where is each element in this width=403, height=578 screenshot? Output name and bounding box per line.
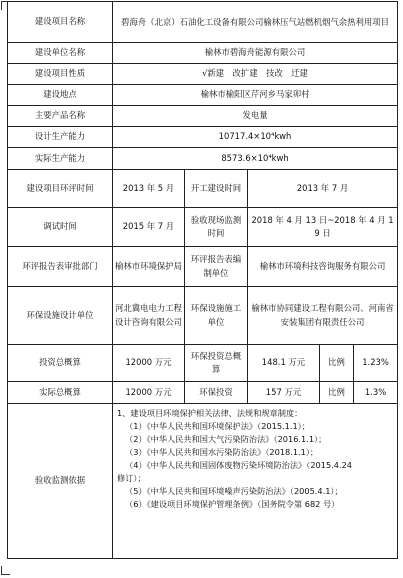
facility-design-label: 环保设施设计单位 xyxy=(8,287,113,345)
monitor-time-value: 2018 年 4 月 13 日~2018 年 4 月 19 日 xyxy=(248,208,398,247)
product-label: 主要产品名称 xyxy=(8,106,113,127)
row-location xyxy=(8,85,398,106)
project-name-label: 建设项目名称 xyxy=(8,2,113,43)
criteria-label: 验收监测依据 xyxy=(8,404,113,559)
approval-dept-value: 榆林市环境保护局 xyxy=(113,247,185,287)
env-invest-budget-label: 环保投资总概算 xyxy=(185,345,248,382)
criteria-item: （6）《建设项目环境保护管理条例》（国务院令第 682 号） xyxy=(125,499,340,509)
env-invest-budget-value: 148.1 万元 xyxy=(248,345,320,382)
facility-design-value: 河北冀电电力工程设计咨询有限公司 xyxy=(113,287,185,345)
row-eia-dept xyxy=(8,247,398,287)
unit-name-value: 榆林市碧海舟能源有限公司 xyxy=(113,43,398,64)
nature-label: 建设项目性质 xyxy=(8,64,113,85)
facility-build-value: 榆林市协同建设工程有限公司、河南省安装集团有限责任公司 xyxy=(248,287,398,345)
row-facility-design xyxy=(8,287,398,345)
row-unit-name xyxy=(8,43,398,64)
location-label: 建设地点 xyxy=(8,85,113,106)
crop-mark-bottom-left xyxy=(1,566,10,575)
row-eia-time xyxy=(8,170,398,208)
env-invest-label: 环保投资 xyxy=(185,382,248,404)
criteria-item-continuation: 修订）； xyxy=(117,473,146,483)
project-info-table xyxy=(7,1,398,559)
criteria-heading: 1、建设项目环境保护相关法律、法规和规章制度： xyxy=(117,408,303,418)
nature-value: √新建 改扩建 技改 迁建 xyxy=(113,64,398,85)
row-product xyxy=(8,106,398,127)
criteria-item: （4）《中华人民共和国固体废物污染环境防治法》（2015.4.24 xyxy=(125,460,352,470)
env-invest-value: 157 万元 xyxy=(248,382,320,404)
row-debug-time xyxy=(8,208,398,247)
eia-time-value: 2013 年 5 月 xyxy=(113,170,185,208)
start-time-value: 2013 年 7 月 xyxy=(248,170,398,208)
unit-name-label: 建设单位名称 xyxy=(8,43,113,64)
criteria-item: （5）《中华人民共和国环境噪声污染防治法》（2005.4.1）； xyxy=(125,486,343,496)
row-nature xyxy=(8,64,398,85)
actual-ratio-value: 1.3% xyxy=(354,382,398,404)
criteria-item: （3）《中华人民共和国水污染防治法》（2018.1.1）； xyxy=(125,447,319,457)
invest-actual-value: 12000 万元 xyxy=(113,382,185,404)
budget-ratio-value: 1.23% xyxy=(354,345,398,382)
monitor-time-label: 验收现场监测时间 xyxy=(185,208,248,247)
invest-actual-label: 实际总概算 xyxy=(8,382,113,404)
report-unit-label: 环评报告表编制单位 xyxy=(185,247,248,287)
debug-time-value: 2015 年 7 月 xyxy=(113,208,185,247)
row-invest-actual xyxy=(8,382,398,404)
budget-ratio-label: 比例 xyxy=(320,345,354,382)
row-actual-capacity xyxy=(8,148,398,170)
actual-ratio-label: 比例 xyxy=(320,382,354,404)
approval-dept-label: 环评报告表审批部门 xyxy=(8,247,113,287)
invest-budget-label: 投资总概算 xyxy=(8,345,113,382)
criteria-content xyxy=(113,404,398,559)
report-unit-value: 榆林市环境科技咨询服务有限公司 xyxy=(248,247,398,287)
criteria-item: （1）《中华人民共和国环境保护法》（2015.1.1）； xyxy=(125,421,310,431)
eia-time-label: 建设项目环评时间 xyxy=(8,170,113,208)
row-invest-budget xyxy=(8,345,398,382)
facility-build-label: 环保设施施工单位 xyxy=(185,287,248,345)
location-value: 榆林市榆阳区芹河乡马家卯村 xyxy=(113,85,398,106)
design-capacity-label: 设计生产能力 xyxy=(8,127,113,148)
start-time-label: 开工建设时间 xyxy=(185,170,248,208)
debug-time-label: 调试时间 xyxy=(8,208,113,247)
criteria-item: （2）《中华人民共和国大气污染防治法》（2016.1.1）； xyxy=(125,434,327,444)
actual-capacity-value: 8573.6×10⁴kwh xyxy=(113,148,398,170)
row-project-name xyxy=(8,2,398,43)
invest-budget-value: 12000 万元 xyxy=(113,345,185,382)
project-name-value: 碧海舟（北京）石油化工设备有限公司榆林压气站燃机烟气余热利用项目 xyxy=(113,2,398,43)
product-value: 发电量 xyxy=(113,106,398,127)
row-design-capacity xyxy=(8,127,398,148)
row-criteria xyxy=(8,404,398,559)
design-capacity-value: 10717.4×10⁴kwh xyxy=(113,127,398,148)
actual-capacity-label: 实际生产能力 xyxy=(8,148,113,170)
